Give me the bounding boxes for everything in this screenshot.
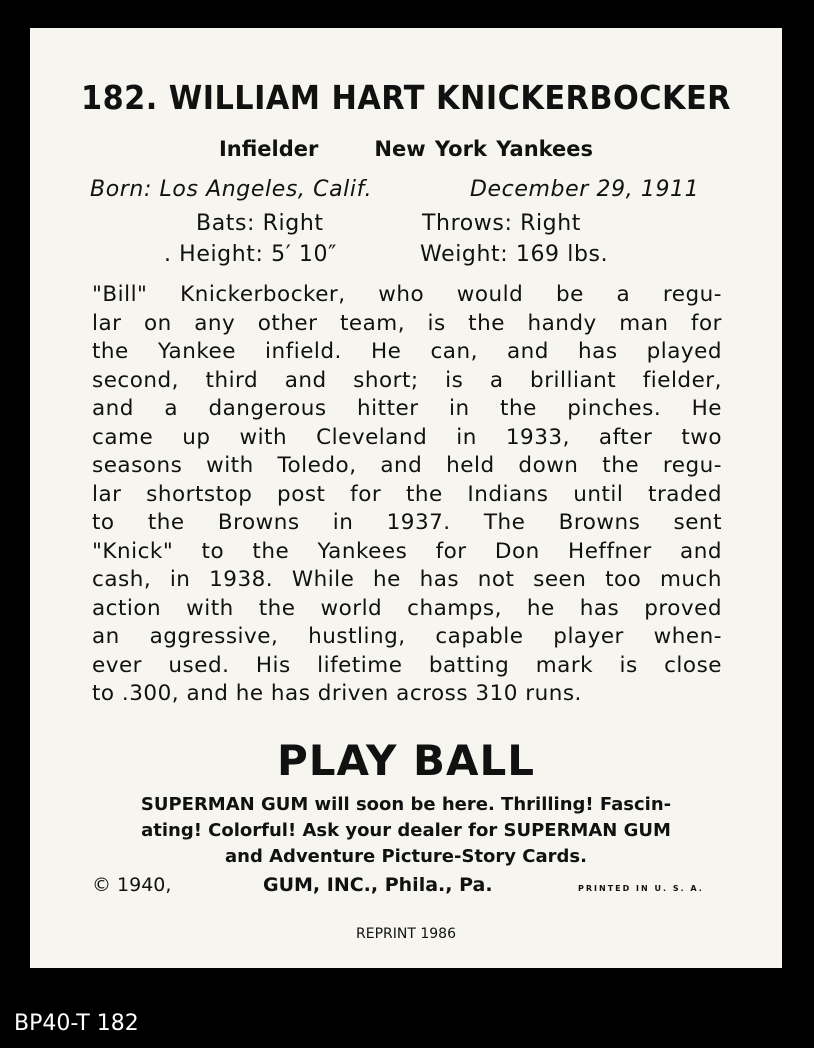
- publisher: GUM, INC., Phila., Pa.: [263, 874, 493, 896]
- bio-line: second, third and short; is a brilliant fielder,: [92, 367, 722, 393]
- bio-line: an aggressive, hustling, capable player when-: [92, 624, 722, 649]
- printed-in-usa: PRINTED IN U. S. A.: [578, 884, 704, 893]
- bio-line: seasons with Toledo, and held down the regu-: [92, 453, 722, 478]
- bio-line: "Knick" to the Yankees for Don Heffner and: [92, 538, 722, 564]
- bio-line: came up with Cleveland in 1933, after two: [92, 424, 722, 450]
- weight: Weight: 169 lbs.: [420, 242, 609, 267]
- catalog-label: BP40-T 182: [14, 1011, 139, 1036]
- bio-line: and a dangerous hitter in the pinches. He: [92, 396, 722, 421]
- player-team: New York Yankees: [374, 137, 594, 161]
- card-title: 182. WILLIAM HART KNICKERBOCKER: [80, 78, 732, 117]
- bio-line: ever used. His lifetime batting mark is close: [92, 652, 722, 678]
- position-team-line: [30, 137, 782, 161]
- height: . Height: 5′ 10″: [164, 242, 337, 267]
- bio-line: lar on any other team, is the handy man for: [92, 310, 722, 336]
- throws: Throws: Right: [422, 211, 581, 236]
- copyright: © 1940,: [92, 874, 172, 896]
- bio-line: lar shortstop post for the Indians until traded: [92, 481, 722, 507]
- player-position: Infielder: [218, 137, 319, 161]
- bio-line: cash, in 1938. While he has not seen too much: [92, 567, 722, 592]
- reprint-note: REPRINT 1986: [356, 926, 456, 942]
- bio-line: to .300, and he has driven across 310 runs.: [92, 681, 582, 706]
- promo-text: [88, 792, 724, 870]
- promo-line: ating! Colorful! Ask your dealer for SUPERMAN GUM: [141, 820, 671, 841]
- bio-line: action with the world champs, he has proved: [92, 595, 722, 621]
- bio-line: the Yankee infield. He can, and has played: [92, 339, 722, 364]
- card-back: [30, 28, 782, 968]
- biography: [92, 281, 722, 709]
- promo-line: and Adventure Picture-Story Cards.: [225, 846, 587, 867]
- birthplace: Born: Los Angeles, Calif.: [90, 177, 373, 202]
- promo-line: SUPERMAN GUM will soon be here. Thrilling! Fascin-: [140, 794, 672, 815]
- bio-line: to the Browns in 1937. The Browns sent: [92, 510, 722, 535]
- birth-date: December 29, 1911: [470, 177, 700, 202]
- play-ball-heading: PLAY BALL: [276, 736, 536, 785]
- bio-line: "Bill" Knickerbocker, who would be a regu-: [92, 282, 722, 307]
- bats: Bats: Right: [196, 211, 324, 236]
